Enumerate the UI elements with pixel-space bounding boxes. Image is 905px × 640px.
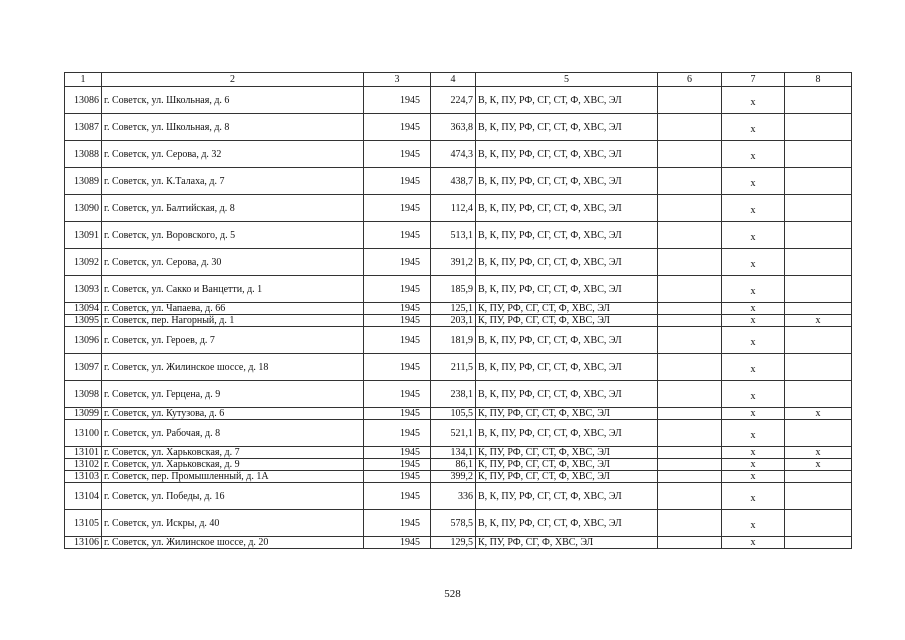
table-row <box>65 222 852 249</box>
area-cell: 86,1 <box>431 459 476 471</box>
building-id-cell: 13086 <box>65 87 102 114</box>
column-7-mark-cell <box>722 327 785 354</box>
table-row <box>65 447 852 459</box>
address-cell: г. Советск, ул. Рабочая, д. 8 <box>102 420 364 447</box>
mark-text: x <box>750 285 756 297</box>
mark-text: x <box>750 123 756 135</box>
area-cell: 521,1 <box>431 420 476 447</box>
year-cell: 1945 <box>364 276 431 303</box>
building-id-cell: 13106 <box>65 537 102 549</box>
column-8-mark-cell <box>785 537 852 549</box>
column-6-cell <box>658 303 722 315</box>
table-row <box>65 168 852 195</box>
column-6-cell <box>658 195 722 222</box>
column-6-cell <box>658 327 722 354</box>
column-6-cell <box>658 471 722 483</box>
column-header-7: 7 <box>722 73 785 87</box>
address-cell: г. Советск, ул. Кутузова, д. 6 <box>102 408 364 420</box>
address-cell: г. Советск, ул. Серова, д. 30 <box>102 249 364 276</box>
building-id-cell: 13099 <box>65 408 102 420</box>
column-8-mark-cell <box>785 114 852 141</box>
column-header-5: 5 <box>476 73 658 87</box>
year-cell: 1945 <box>364 537 431 549</box>
column-7-mark-cell <box>722 381 785 408</box>
column-7-mark-cell <box>722 420 785 447</box>
area-cell: 203,1 <box>431 315 476 327</box>
building-id-cell: 13100 <box>65 420 102 447</box>
mark-text: x <box>750 303 756 314</box>
year-cell: 1945 <box>364 459 431 471</box>
year-cell: 1945 <box>364 87 431 114</box>
column-8-mark-cell <box>785 420 852 447</box>
utilities-codes-cell: В, К, ПУ, РФ, СГ, СТ, Ф, ХВС, ЭЛ <box>476 87 658 114</box>
mark-text: x <box>750 258 756 270</box>
column-6-cell <box>658 114 722 141</box>
table-row <box>65 354 852 381</box>
column-6-cell <box>658 141 722 168</box>
address-cell: г. Советск, ул. Харьковская, д. 9 <box>102 459 364 471</box>
column-7-mark-cell <box>722 87 785 114</box>
column-6-cell <box>658 537 722 549</box>
column-number-header-row <box>65 73 852 87</box>
column-7-mark-cell <box>722 510 785 537</box>
area-cell: 224,7 <box>431 87 476 114</box>
building-id-cell: 13105 <box>65 510 102 537</box>
table-row <box>65 114 852 141</box>
year-cell: 1945 <box>364 408 431 420</box>
area-cell: 391,2 <box>431 249 476 276</box>
mark-text: x <box>750 150 756 162</box>
mark-text: x <box>815 459 821 470</box>
building-id-cell: 13095 <box>65 315 102 327</box>
utilities-codes-cell: В, К, ПУ, РФ, СГ, СТ, Ф, ХВС, ЭЛ <box>476 354 658 381</box>
address-cell: г. Советск, ул. Балтийская, д. 8 <box>102 195 364 222</box>
column-8-mark-cell <box>785 222 852 249</box>
column-7-mark-cell <box>722 459 785 471</box>
table-row <box>65 327 852 354</box>
building-id-cell: 13087 <box>65 114 102 141</box>
mark-text: x <box>750 408 756 419</box>
area-cell: 238,1 <box>431 381 476 408</box>
building-id-cell: 13090 <box>65 195 102 222</box>
column-6-cell <box>658 420 722 447</box>
column-8-mark-cell <box>785 276 852 303</box>
mark-text: x <box>815 447 821 458</box>
area-cell: 185,9 <box>431 276 476 303</box>
utilities-codes-cell: В, К, ПУ, РФ, СГ, СТ, Ф, ХВС, ЭЛ <box>476 276 658 303</box>
year-cell: 1945 <box>364 447 431 459</box>
column-8-mark-cell <box>785 354 852 381</box>
column-7-mark-cell <box>722 354 785 381</box>
mark-text: x <box>750 471 756 482</box>
building-id-cell: 13104 <box>65 483 102 510</box>
column-8-mark-cell <box>785 483 852 510</box>
column-header-4: 4 <box>431 73 476 87</box>
year-cell: 1945 <box>364 303 431 315</box>
year-cell: 1945 <box>364 327 431 354</box>
area-cell: 181,9 <box>431 327 476 354</box>
year-cell: 1945 <box>364 483 431 510</box>
table-row <box>65 141 852 168</box>
column-header-2: 2 <box>102 73 364 87</box>
column-8-mark-cell <box>785 87 852 114</box>
mark-text: x <box>750 204 756 216</box>
column-8-mark-cell <box>785 471 852 483</box>
column-8-mark-cell <box>785 447 852 459</box>
column-7-mark-cell <box>722 408 785 420</box>
column-8-mark-cell <box>785 249 852 276</box>
address-cell: г. Советск, ул. Чапаева, д. 66 <box>102 303 364 315</box>
mark-text: x <box>750 429 756 441</box>
year-cell: 1945 <box>364 249 431 276</box>
area-cell: 474,3 <box>431 141 476 168</box>
area-cell: 211,5 <box>431 354 476 381</box>
utilities-codes-cell: В, К, ПУ, РФ, СГ, СТ, Ф, ХВС, ЭЛ <box>476 483 658 510</box>
year-cell: 1945 <box>364 168 431 195</box>
table-row <box>65 381 852 408</box>
year-cell: 1945 <box>364 114 431 141</box>
column-6-cell <box>658 408 722 420</box>
column-7-mark-cell <box>722 447 785 459</box>
column-7-mark-cell <box>722 537 785 549</box>
column-8-mark-cell <box>785 303 852 315</box>
mark-text: x <box>750 492 756 504</box>
column-7-mark-cell <box>722 249 785 276</box>
utilities-codes-cell: В, К, ПУ, РФ, СГ, СТ, Ф, ХВС, ЭЛ <box>476 249 658 276</box>
table-row <box>65 537 852 549</box>
mark-text: x <box>750 177 756 189</box>
area-cell: 105,5 <box>431 408 476 420</box>
table-row <box>65 276 852 303</box>
mark-text: x <box>750 315 756 326</box>
address-cell: г. Советск, пер. Нагорный, д. 1 <box>102 315 364 327</box>
column-8-mark-cell <box>785 381 852 408</box>
column-7-mark-cell <box>722 483 785 510</box>
column-7-mark-cell <box>722 471 785 483</box>
mark-text: x <box>750 537 756 548</box>
column-6-cell <box>658 510 722 537</box>
mark-text: x <box>750 96 756 108</box>
table-row <box>65 408 852 420</box>
column-8-mark-cell <box>785 408 852 420</box>
area-cell: 363,8 <box>431 114 476 141</box>
table-row <box>65 195 852 222</box>
table-row <box>65 459 852 471</box>
column-6-cell <box>658 249 722 276</box>
utilities-codes-cell: К, ПУ, РФ, СГ, СТ, Ф, ХВС, ЭЛ <box>476 459 658 471</box>
utilities-codes-cell: В, К, ПУ, РФ, СГ, СТ, Ф, ХВС, ЭЛ <box>476 420 658 447</box>
address-cell: г. Советск, ул. К.Талаха, д. 7 <box>102 168 364 195</box>
column-6-cell <box>658 276 722 303</box>
year-cell: 1945 <box>364 381 431 408</box>
utilities-codes-cell: К, ПУ, РФ, СГ, СТ, Ф, ХВС, ЭЛ <box>476 408 658 420</box>
column-header-3: 3 <box>364 73 431 87</box>
building-id-cell: 13097 <box>65 354 102 381</box>
utilities-codes-cell: В, К, ПУ, РФ, СГ, СТ, Ф, ХВС, ЭЛ <box>476 222 658 249</box>
area-cell: 438,7 <box>431 168 476 195</box>
column-header-6: 6 <box>658 73 722 87</box>
mark-text: x <box>815 408 821 419</box>
address-cell: г. Советск, ул. Серова, д. 32 <box>102 141 364 168</box>
column-7-mark-cell <box>722 114 785 141</box>
building-id-cell: 13096 <box>65 327 102 354</box>
table-row <box>65 315 852 327</box>
column-6-cell <box>658 168 722 195</box>
year-cell: 1945 <box>364 141 431 168</box>
column-8-mark-cell <box>785 195 852 222</box>
address-cell: г. Советск, ул. Искры, д. 40 <box>102 510 364 537</box>
column-7-mark-cell <box>722 276 785 303</box>
column-8-mark-cell <box>785 315 852 327</box>
utilities-codes-cell: В, К, ПУ, РФ, СГ, СТ, Ф, ХВС, ЭЛ <box>476 510 658 537</box>
table-row <box>65 420 852 447</box>
address-cell: г. Советск, ул. Школьная, д. 8 <box>102 114 364 141</box>
mark-text: x <box>815 315 821 326</box>
area-cell: 112,4 <box>431 195 476 222</box>
address-cell: г. Советск, ул. Героев, д. 7 <box>102 327 364 354</box>
column-6-cell <box>658 87 722 114</box>
utilities-codes-cell: В, К, ПУ, РФ, СГ, СТ, Ф, ХВС, ЭЛ <box>476 141 658 168</box>
column-header-1: 1 <box>65 73 102 87</box>
area-cell: 125,1 <box>431 303 476 315</box>
column-6-cell <box>658 222 722 249</box>
column-7-mark-cell <box>722 222 785 249</box>
column-8-mark-cell <box>785 141 852 168</box>
area-cell: 399,2 <box>431 471 476 483</box>
column-7-mark-cell <box>722 141 785 168</box>
table-body <box>65 73 852 549</box>
utilities-codes-cell: К, ПУ, РФ, СГ, Ф, ХВС, ЭЛ <box>476 537 658 549</box>
year-cell: 1945 <box>364 315 431 327</box>
area-cell: 129,5 <box>431 537 476 549</box>
table-row <box>65 471 852 483</box>
mark-text: x <box>750 390 756 402</box>
table-row <box>65 249 852 276</box>
utilities-codes-cell: К, ПУ, РФ, СГ, СТ, Ф, ХВС, ЭЛ <box>476 315 658 327</box>
table-row <box>65 510 852 537</box>
column-6-cell <box>658 459 722 471</box>
building-id-cell: 13094 <box>65 303 102 315</box>
year-cell: 1945 <box>364 222 431 249</box>
column-8-mark-cell <box>785 327 852 354</box>
column-8-mark-cell <box>785 168 852 195</box>
area-cell: 134,1 <box>431 447 476 459</box>
utilities-codes-cell: В, К, ПУ, РФ, СГ, СТ, Ф, ХВС, ЭЛ <box>476 381 658 408</box>
mark-text: x <box>750 231 756 243</box>
building-id-cell: 13098 <box>65 381 102 408</box>
building-id-cell: 13088 <box>65 141 102 168</box>
column-7-mark-cell <box>722 303 785 315</box>
building-id-cell: 13091 <box>65 222 102 249</box>
column-6-cell <box>658 447 722 459</box>
utilities-codes-cell: В, К, ПУ, РФ, СГ, СТ, Ф, ХВС, ЭЛ <box>476 195 658 222</box>
table-row <box>65 303 852 315</box>
mark-text: x <box>750 336 756 348</box>
mark-text: x <box>750 363 756 375</box>
address-cell: г. Советск, ул. Жилинское шоссе, д. 20 <box>102 537 364 549</box>
area-cell: 578,5 <box>431 510 476 537</box>
year-cell: 1945 <box>364 354 431 381</box>
year-cell: 1945 <box>364 510 431 537</box>
column-6-cell <box>658 315 722 327</box>
housing-register-table <box>64 72 852 549</box>
column-6-cell <box>658 354 722 381</box>
column-6-cell <box>658 381 722 408</box>
building-id-cell: 13089 <box>65 168 102 195</box>
page-number: 528 <box>444 588 461 600</box>
column-8-mark-cell <box>785 459 852 471</box>
address-cell: г. Советск, ул. Герцена, д. 9 <box>102 381 364 408</box>
utilities-codes-cell: К, ПУ, РФ, СГ, СТ, Ф, ХВС, ЭЛ <box>476 471 658 483</box>
utilities-codes-cell: К, ПУ, РФ, СГ, СТ, Ф, ХВС, ЭЛ <box>476 303 658 315</box>
address-cell: г. Советск, пер. Промышленный, д. 1А <box>102 471 364 483</box>
year-cell: 1945 <box>364 471 431 483</box>
column-6-cell <box>658 483 722 510</box>
column-header-8: 8 <box>785 73 852 87</box>
mark-text: x <box>750 519 756 531</box>
utilities-codes-cell: В, К, ПУ, РФ, СГ, СТ, Ф, ХВС, ЭЛ <box>476 114 658 141</box>
building-id-cell: 13103 <box>65 471 102 483</box>
address-cell: г. Советск, ул. Харьковская, д. 7 <box>102 447 364 459</box>
address-cell: г. Советск, ул. Жилинское шоссе, д. 18 <box>102 354 364 381</box>
utilities-codes-cell: В, К, ПУ, РФ, СГ, СТ, Ф, ХВС, ЭЛ <box>476 168 658 195</box>
table-row <box>65 87 852 114</box>
building-id-cell: 13093 <box>65 276 102 303</box>
building-id-cell: 13092 <box>65 249 102 276</box>
utilities-codes-cell: В, К, ПУ, РФ, СГ, СТ, Ф, ХВС, ЭЛ <box>476 327 658 354</box>
address-cell: г. Советск, ул. Победы, д. 16 <box>102 483 364 510</box>
mark-text: x <box>750 447 756 458</box>
address-cell: г. Советск, ул. Воровского, д. 5 <box>102 222 364 249</box>
column-8-mark-cell <box>785 510 852 537</box>
building-id-cell: 13101 <box>65 447 102 459</box>
column-7-mark-cell <box>722 315 785 327</box>
year-cell: 1945 <box>364 195 431 222</box>
table-row <box>65 483 852 510</box>
building-id-cell: 13102 <box>65 459 102 471</box>
address-cell: г. Советск, ул. Школьная, д. 6 <box>102 87 364 114</box>
column-7-mark-cell <box>722 195 785 222</box>
area-cell: 513,1 <box>431 222 476 249</box>
year-cell: 1945 <box>364 420 431 447</box>
address-cell: г. Советск, ул. Сакко и Ванцетти, д. 1 <box>102 276 364 303</box>
area-cell: 336 <box>431 483 476 510</box>
utilities-codes-cell: К, ПУ, РФ, СГ, СТ, Ф, ХВС, ЭЛ <box>476 447 658 459</box>
column-7-mark-cell <box>722 168 785 195</box>
mark-text: x <box>750 459 756 470</box>
